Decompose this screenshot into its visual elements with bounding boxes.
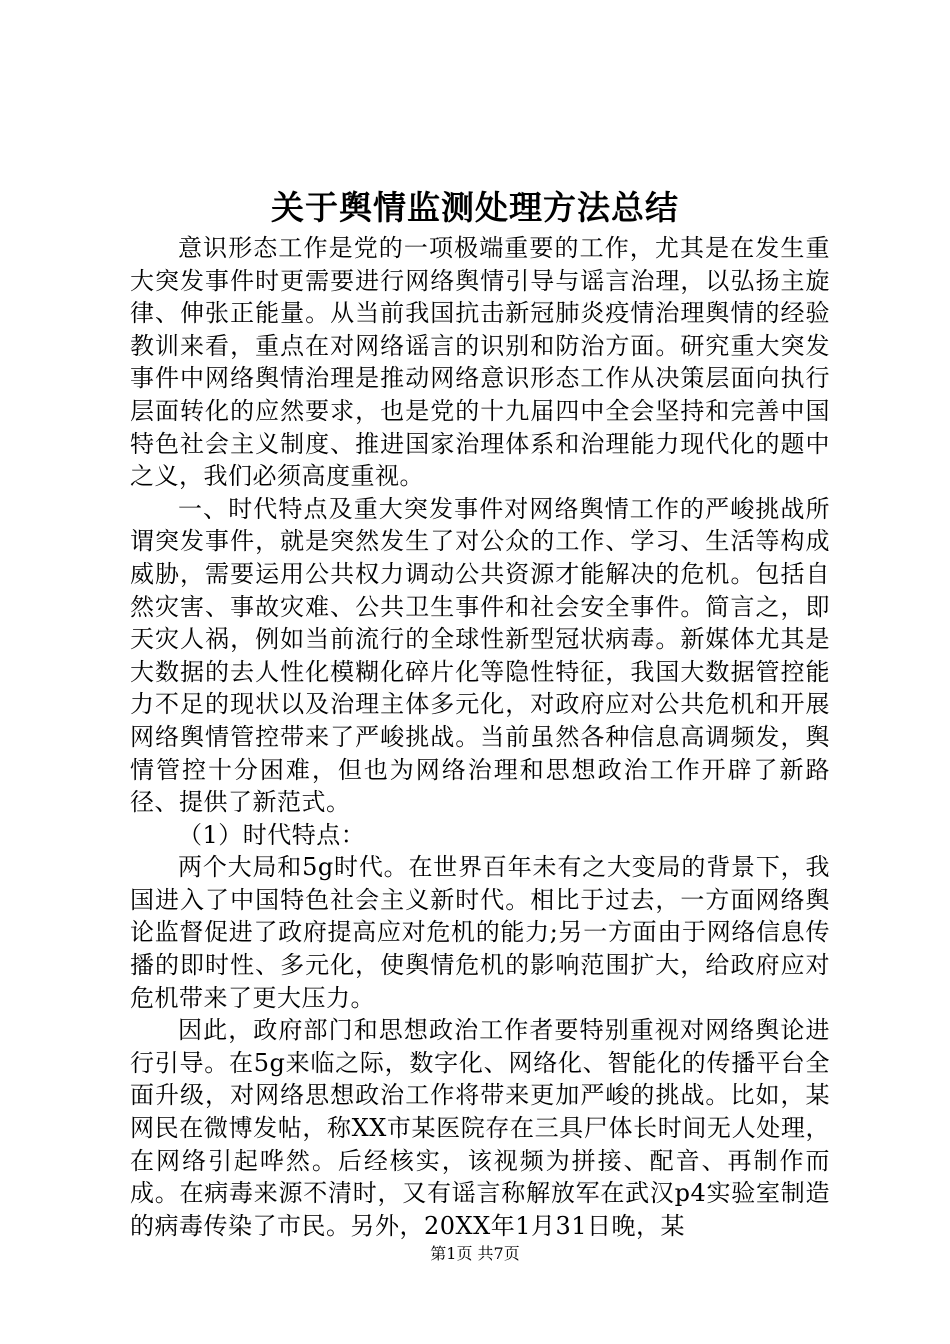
document-body [130, 232, 830, 1242]
document-title: 关于舆情监测处理方法总结 [271, 188, 679, 227]
paragraph-intro: 意识形态工作是党的一项极端重要的工作，尤其是在发生重大突发事件时更需要进行网络舆情引导与谣言治理，以弘扬主旋律、伸张正能量。从当前我国抗击新冠肺炎疫情治理舆情的经验教训来看，重点在对网络谣言的识别和防治方面。研究重大突发事件中网络舆情治理是推动网络意识形态工作从决策层面向执行层面转化的应然要求，也是党的十九届四中全会坚持和完善中国特色社会主义制度、推进国家治理体系和治理能力现代化的题中之义，我们必须高度重视。 [130, 234, 830, 491]
paragraph-therefore: 因此，政府部门和思想政治工作者要特别重视对网络舆论进行引导。在5g来临之际，数字化、网络化、智能化的传播平台全面升级，对网络思想政治工作将带来更加严峻的挑战。比如，某网民在微博发帖，称XX市某医院存在三具尸体长时间无人处理，在网络引起哗然。后经核实，该视频为拼接、配音、再制作而成。在病毒来源不清时，又有谣言称解放军在武汉p4实验室制造的病毒传染了市民。另外，20XX年1月31日晚，某 [130, 1016, 830, 1240]
paragraph-section-one: 一、时代特点及重大突发事件对网络舆情工作的严峻挑战所谓突发事件，就是突然发生了对公众的工作、学习、生活等构成威胁，需要运用公共权力调动公共资源才能解决的危机。包括自然灾害、事故灾难、公共卫生事件和社会安全事件。简言之，即天灾人祸，例如当前流行的全球性新型冠状病毒。新媒体尤其是大数据的去人性化模糊化碎片化等隐性特征，我国大数据管控能力不足的现状以及治理主体多元化，对政府应对公共危机和开展网络舆情管控带来了严峻挑战。当前虽然各种信息高调频发，舆情管控十分困难，但也为网络治理和思想政治工作开辟了新路径、提供了新范式。 [130, 494, 830, 817]
page-footer: 第1页 共7页 [430, 1244, 520, 1263]
paragraph-subheading: （1）时代特点： [178, 820, 366, 849]
paragraph-two-situations: 两个大局和5g时代。在世界百年未有之大变局的背景下，我国进入了中国特色社会主义新时代。相比于过去，一方面网络舆论监督促进了政府提高应对危机的能力;另一方面由于网络信息传播的即时性、多元化，使舆情危机的影响范围扩大，给政府应对危机带来了更大压力。 [130, 853, 830, 1012]
